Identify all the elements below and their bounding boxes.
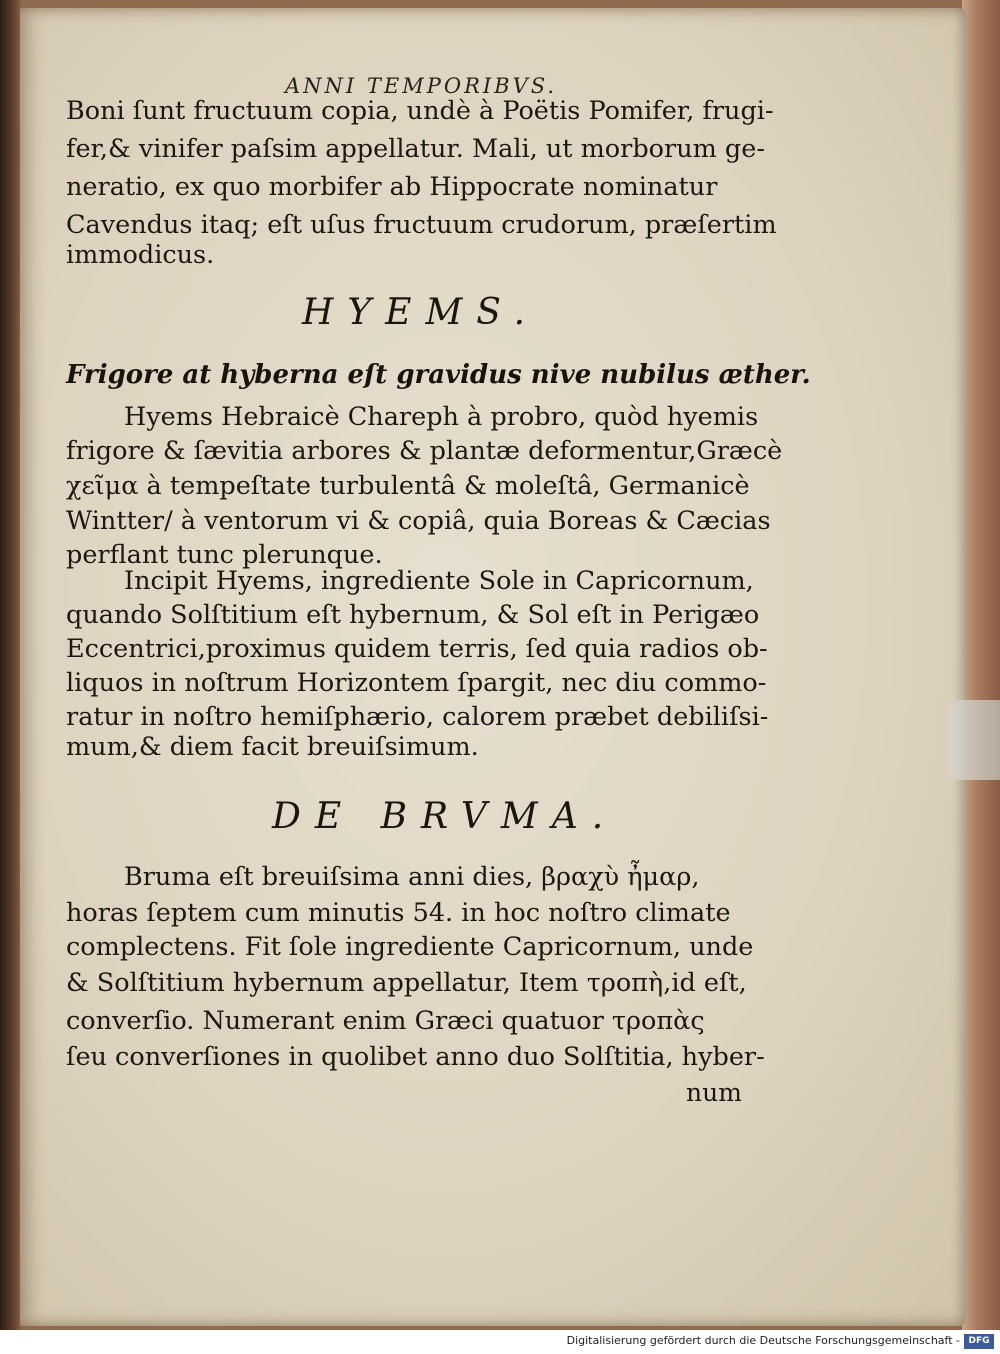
catchword: num [686, 1078, 742, 1107]
text-line: liquos in noſtrum Horizontem ſpargit, nec diu commo- [66, 668, 767, 698]
section-title-hyems: HYEMS. [302, 292, 540, 333]
footer-text: Digitalisierung gefördert durch die Deutsche Forschungsgemeinschaft - [566, 1334, 960, 1347]
text-line: quando Solſtitium eſt hybernum, & Sol eſt in Perigæo [66, 600, 760, 630]
running-head: ANNI TEMPORIBVS. [285, 74, 558, 98]
text-line: Wintter/ à ventorum vi & copiâ, quia Boreas & Cæcias [66, 506, 771, 536]
digitization-footer [0, 1330, 1000, 1354]
book-edge [962, 0, 1000, 1330]
dfg-logo: DFG [964, 1334, 994, 1349]
text-line: mum,& diem facit breuiſsimum. [66, 732, 479, 762]
text-line: horas ſeptem cum minutis 54. in hoc noſtro climate [66, 898, 731, 928]
text-line: fer,& vinifer paſsim appellatur. Mali, ut morborum ge- [66, 134, 765, 164]
text-line: Cavendus itaq; eſt uſus fructuum crudorum, præſertim [66, 210, 777, 240]
text-line: Eccentrici,proximus quidem terris, ſed quia radios ob- [66, 634, 768, 664]
text-line: ſeu converſiones in quolibet anno duo Solſtitia, hyber- [66, 1042, 765, 1072]
text-line: complectens. Fit ſole ingrediente Capricornum, unde [66, 932, 754, 962]
verse-line: Frigore at hyberna eſt gravidus nive nubilus æther. [66, 360, 811, 390]
text-line: Bruma eſt breuiſsima anni dies, βραχὺ ἦμαρ, [124, 862, 700, 892]
text-line: & Solſtitium hybernum appellatur, Item τροπὴ,id eſt, [66, 968, 747, 998]
text-line: Hyems Hebraicè Chareph à probro, quòd hyemis [124, 402, 759, 432]
text-line: neratio, ex quo morbifer ab Hippocrate nominatur [66, 172, 718, 202]
text-line: immodicus. [66, 240, 215, 270]
section-title-de-bruma: DE BRVMA. [272, 796, 618, 837]
text-line: ratur in noſtro hemiſphærio, calorem præbet debiliſsi- [66, 702, 769, 732]
text-line: χεῖμα à tempeſtate turbulentâ & moleſtâ, Germanicè [66, 471, 750, 501]
text-line: perflant tunc plerunque. [66, 540, 383, 570]
text-line: Boni ſunt fructuum copia, undè à Poëtis Pomifer, frugi- [66, 96, 774, 126]
book-page [20, 8, 965, 1326]
text-line: converſio. Numerant enim Græci quatuor τροπὰς [66, 1006, 705, 1036]
text-line: frigore & ſævitia arbores & plantæ deformentur,Græcè [66, 436, 783, 466]
page-clip [948, 700, 1000, 780]
text-line: Incipit Hyems, ingrediente Sole in Capricornum, [124, 566, 754, 596]
